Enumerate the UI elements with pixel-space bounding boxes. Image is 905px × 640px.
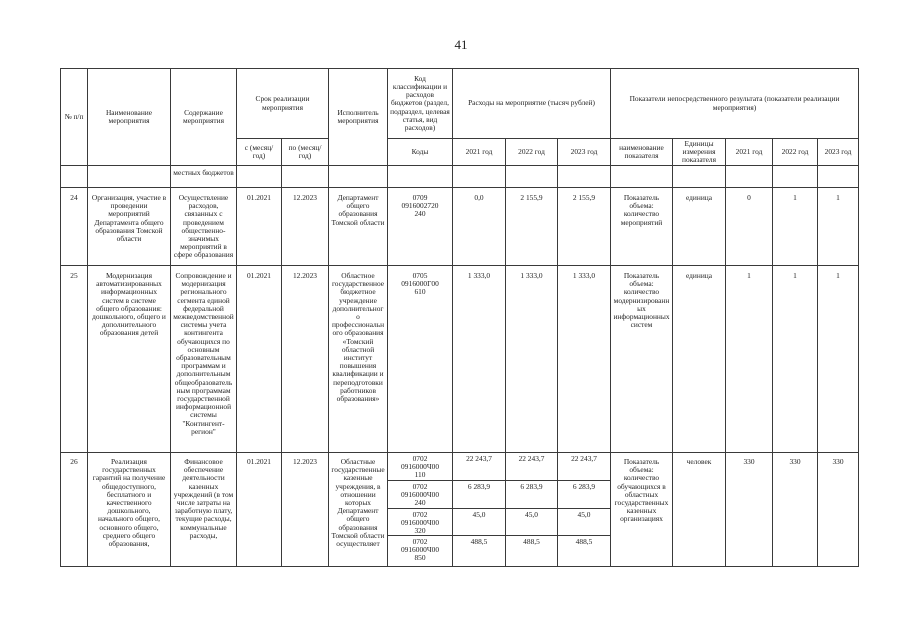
code-target-item: 0916000Ч00	[400, 518, 440, 527]
header-activity-content: Содержание мероприятия	[171, 69, 237, 166]
code-expense-type: 240	[414, 498, 426, 507]
indicator-name: Показатель объема: количество обучающихся в областных государственных казенных организациях	[611, 453, 673, 567]
empty-cell	[237, 166, 282, 188]
period-to: 12.2023	[282, 453, 329, 567]
header-activity-name: Наименование мероприятия	[88, 69, 171, 166]
budget-code	[388, 481, 453, 509]
header-period-to: по (месяц/год)	[282, 139, 329, 166]
empty-cell	[611, 166, 673, 188]
expense-2023: 22 243,7	[558, 453, 611, 481]
indicator-name: Показатель объема: количество мероприятий	[611, 188, 673, 266]
code-section: 0702	[412, 454, 428, 463]
budget-code	[388, 509, 453, 536]
empty-cell	[818, 166, 859, 188]
expense-2021: 45,0	[453, 509, 506, 536]
empty-cell	[61, 166, 88, 188]
empty-cell	[282, 166, 329, 188]
header-indicator-name: наименование показателя	[611, 139, 673, 166]
activities-table	[60, 68, 859, 567]
expense-2021: 0,0	[453, 188, 506, 266]
expense-2022: 45,0	[506, 509, 558, 536]
row-number: 25	[61, 266, 88, 453]
page-number: 41	[454, 37, 468, 52]
code-expense-type: 110	[414, 470, 426, 479]
header-indicator-2023: 2023 год	[818, 139, 859, 166]
header-executor: Исполнитель мероприятия	[329, 69, 388, 166]
code-section: 0702	[412, 482, 428, 491]
code-section: 0702	[412, 510, 428, 519]
expense-2023: 1 333,0	[558, 266, 611, 453]
empty-cell	[506, 166, 558, 188]
activity-name: Организация, участие в проведении мероприятий Департамента общего образования Томской области	[88, 188, 171, 266]
executor: Департамент общего образования Томской области	[329, 188, 388, 266]
activity-name: Реализация государственных гарантий на получение общедоступного, бесплатного и качественного дошкольного, начального общего, основного общего, среднего общего образования,	[88, 453, 171, 567]
header-expenses: Расходы на мероприятие (тысяч рублей)	[453, 69, 611, 139]
indicator-unit: человек	[673, 453, 726, 567]
header-indicator-unit: Единицы измерения показателя	[673, 139, 726, 166]
expense-2021: 22 243,7	[453, 453, 506, 481]
header-indicator-2021: 2021 год	[726, 139, 773, 166]
empty-cell	[673, 166, 726, 188]
header-expenses-2021: 2021 год	[453, 139, 506, 166]
activity-content: Осуществление расходов, связанных с проведением общественно-значимых мероприятий в сфере образования	[171, 188, 237, 266]
indicator-2023: 1	[818, 188, 859, 266]
code-target-item: 0916000Ч00	[400, 462, 440, 471]
indicator-2022: 330	[773, 453, 818, 567]
indicator-2022: 1	[773, 266, 818, 453]
expense-2022: 22 243,7	[506, 453, 558, 481]
activity-content: Сопровождение и модернизация регионального сегмента единой федеральной межведомственной системы учета контингента обучающихся по основным образовательным программам и дополнительным общеобразовательным программам государственной информационной системы "Контингент-регион"	[171, 266, 237, 453]
indicator-2023: 1	[818, 266, 859, 453]
header-indicators: Показатели непосредственного результата (показатели реализации мероприятия)	[611, 69, 859, 139]
expense-2022: 488,5	[506, 536, 558, 567]
activity-content: Финансовое обеспечение деятельности казенных учреждений (в том числе затраты на заработную плату, текущие расходы, коммунальные расходы,	[171, 453, 237, 567]
code-target-item: 0916000Г00	[401, 279, 439, 288]
indicator-2021: 330	[726, 453, 773, 567]
code-target-item: 0916000Ч00	[400, 545, 440, 554]
header-period-from: с (месяц/ год)	[237, 139, 282, 166]
executor: Областные государственные казенные учреждения, в отношении которых Департамент общего образования Томской области осуществляет	[329, 453, 388, 567]
empty-cell	[329, 166, 388, 188]
code-section: 0705	[412, 271, 428, 280]
empty-cell	[558, 166, 611, 188]
indicator-2021: 1	[726, 266, 773, 453]
budget-code	[388, 188, 453, 266]
period-from: 01.2021	[237, 266, 282, 453]
period-from: 01.2021	[237, 453, 282, 567]
executor: Областное государственное бюджетное учреждение дополнительного профессионального образования «Томский областной институт повышения квалификации и переподготовки работников образования»	[329, 266, 388, 453]
header-indicator-2022: 2022 год	[773, 139, 818, 166]
empty-cell	[388, 166, 453, 188]
header-expenses-2023: 2023 год	[558, 139, 611, 166]
activity-name: Модернизация автоматизированных информационных систем в системе общего образования: дошкольного, общего и дополнительного образования детей	[88, 266, 171, 453]
header-num: № п/п	[61, 69, 88, 166]
code-expense-type: 320	[414, 526, 426, 535]
row-number: 24	[61, 188, 88, 266]
continued-content: местных бюджетов	[171, 166, 237, 188]
indicator-name: Показатель объема: количество модернизированных информационных систем	[611, 266, 673, 453]
expense-2023: 45,0	[558, 509, 611, 536]
header-budget-classification: Код классификации и расходов бюджетов (раздел, подраздел, целевая статья, вид расходов)	[388, 69, 453, 139]
indicator-unit: единица	[673, 266, 726, 453]
row-number: 26	[61, 453, 88, 567]
code-target-item: 0916002720	[401, 201, 439, 210]
empty-cell	[453, 166, 506, 188]
indicator-2023: 330	[818, 453, 859, 567]
period-from: 01.2021	[237, 188, 282, 266]
period-to: 12.2023	[282, 188, 329, 266]
header-expenses-2022: 2022 год	[506, 139, 558, 166]
expense-2022: 2 155,9	[506, 188, 558, 266]
empty-cell	[88, 166, 171, 188]
header-codes: Коды	[388, 139, 453, 166]
code-section: 0709	[412, 193, 428, 202]
expense-2022: 6 283,9	[506, 481, 558, 509]
budget-code	[388, 536, 453, 567]
expense-2023: 2 155,9	[558, 188, 611, 266]
header-period: Срок реализации мероприятия	[237, 69, 329, 139]
budget-code	[388, 453, 453, 481]
code-section: 0702	[412, 537, 428, 546]
expense-2023: 488,5	[558, 536, 611, 567]
expense-2021: 488,5	[453, 536, 506, 567]
indicator-unit: единица	[673, 188, 726, 266]
period-to: 12.2023	[282, 266, 329, 453]
empty-cell	[773, 166, 818, 188]
code-expense-type: 850	[414, 553, 426, 562]
code-expense-type: 240	[414, 209, 426, 218]
code-target-item: 0916000Ч00	[400, 490, 440, 499]
expense-2021: 6 283,9	[453, 481, 506, 509]
code-expense-type: 610	[414, 287, 426, 296]
indicator-2021: 0	[726, 188, 773, 266]
indicator-2022: 1	[773, 188, 818, 266]
expense-2022: 1 333,0	[506, 266, 558, 453]
empty-cell	[726, 166, 773, 188]
expense-2023: 6 283,9	[558, 481, 611, 509]
expense-2021: 1 333,0	[453, 266, 506, 453]
budget-code	[388, 266, 453, 453]
